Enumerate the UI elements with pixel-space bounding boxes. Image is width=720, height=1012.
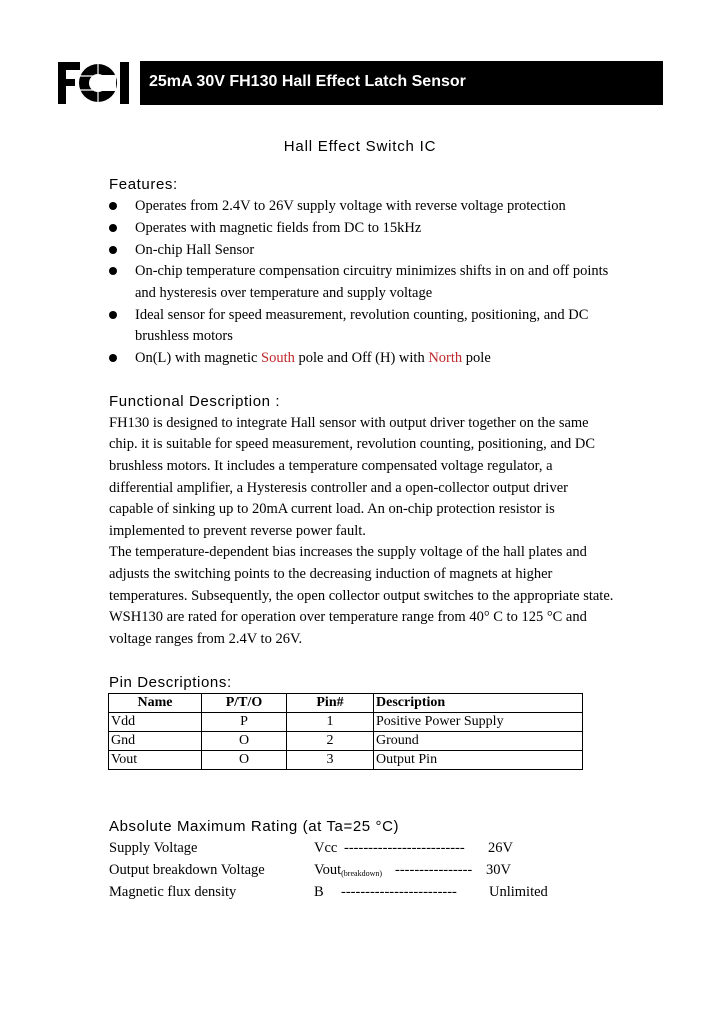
features-heading: Features:: [109, 176, 178, 193]
document-title: 25mA 30V FH130 Hall Effect Latch Sensor: [149, 73, 466, 90]
pin-table: [108, 693, 583, 770]
table-cell: 3: [287, 751, 374, 770]
bullet-icon: [109, 224, 117, 232]
feature-item-continued: brushless motors: [135, 328, 233, 344]
north-pole-label: North: [428, 350, 463, 366]
table-cell: Vout: [109, 751, 202, 770]
description-line: FH130 is designed to integrate Hall sensor with output driver together on the same: [109, 415, 589, 431]
rating-symbol: Vcc: [314, 840, 338, 856]
table-cell: P: [202, 713, 287, 732]
description-line: implemented to prevent reverse power fault.: [109, 523, 366, 539]
table-header-row: [109, 694, 583, 713]
table-cell: 1: [287, 713, 374, 732]
table-cell: Output Pin: [374, 751, 583, 770]
bullet-icon: [109, 246, 117, 254]
description-line: brushless motors. It includes a temperature compensated voltage regulator, a: [109, 458, 553, 474]
rating-symbol: Vout$_{(breakdown)}$: [314, 862, 383, 878]
rating-label: Supply Voltage: [109, 840, 198, 856]
rating-dashes: ------------------------: [341, 884, 457, 900]
fci-logo: [58, 62, 130, 104]
rating-dashes: ----------------: [395, 862, 473, 878]
table-row: [109, 751, 583, 770]
subtitle: Hall Effect Switch IC: [283, 138, 437, 155]
column-header: Pin#: [287, 694, 374, 713]
table-cell: Vdd: [109, 713, 202, 732]
description-line: The temperature-dependent bias increases the supply voltage of the hall plates and: [109, 544, 587, 560]
south-pole-label: South: [261, 350, 295, 366]
table-row: [109, 713, 583, 732]
description-line: differential amplifier, a Hysteresis controller and a open-collector output driver: [109, 480, 568, 496]
bullet-icon: [109, 267, 117, 275]
column-header: P/T/O: [202, 694, 287, 713]
rating-value: Unlimited: [489, 884, 548, 900]
table-cell: 2: [287, 732, 374, 751]
table-cell: O: [202, 732, 287, 751]
bullet-icon: [109, 311, 117, 319]
feature-item: On(L) with magnetic South pole and Off (H) with North pole: [135, 350, 491, 366]
table-row: [109, 732, 583, 751]
bullet-icon: [109, 354, 117, 362]
feature-item: Ideal sensor for speed measurement, revolution counting, positioning, and DC: [135, 307, 589, 323]
table-cell: Positive Power Supply: [374, 713, 583, 732]
feature-item: Operates with magnetic fields from DC to 15kHz: [135, 220, 422, 236]
feature-item: Operates from 2.4V to 26V supply voltage with reverse voltage protection: [135, 198, 566, 214]
description-line: temperatures. Subsequently, the open collector output switches to the appropriate state.: [109, 588, 614, 604]
table-cell: Gnd: [109, 732, 202, 751]
feature-item-continued: and hysteresis over temperature and supply voltage: [135, 285, 433, 301]
description-line: capable of sinking up to 20mA current load. An on-chip protection resistor is: [109, 501, 555, 517]
rating-symbol-subscript: (breakdown): [341, 869, 383, 878]
table-cell: Ground: [374, 732, 583, 751]
rating-dashes: -------------------------: [344, 840, 465, 856]
rating-label: Magnetic flux density: [109, 884, 237, 900]
pin-descriptions-heading: Pin Descriptions:: [109, 674, 232, 691]
bullet-icon: [109, 202, 117, 210]
column-header: Name: [109, 694, 202, 713]
feature-item: On-chip temperature compensation circuitry minimizes shifts in on and off points: [135, 263, 609, 279]
rating-value: 30V: [486, 862, 511, 878]
functional-heading: Functional Description :: [109, 393, 281, 410]
description-line: adjusts the switching points to the decreasing induction of magnets at higher: [109, 566, 553, 582]
rating-value: 26V: [488, 840, 513, 856]
table-cell: O: [202, 751, 287, 770]
ratings-heading: Absolute Maximum Rating (at Ta=25 °C): [109, 818, 400, 835]
column-header: Description: [374, 694, 583, 713]
description-line: voltage ranges from 2.4V to 26V.: [109, 631, 303, 647]
description-line: WSH130 are rated for operation over temperature range from 40° C to 125 °C and: [109, 609, 587, 625]
rating-label: Output breakdown Voltage: [109, 862, 265, 878]
description-line: chip. it is suitable for speed measurement, revolution counting, positioning, and DC: [109, 436, 596, 452]
rating-symbol: B: [314, 884, 324, 900]
feature-item: On-chip Hall Sensor: [135, 242, 255, 258]
